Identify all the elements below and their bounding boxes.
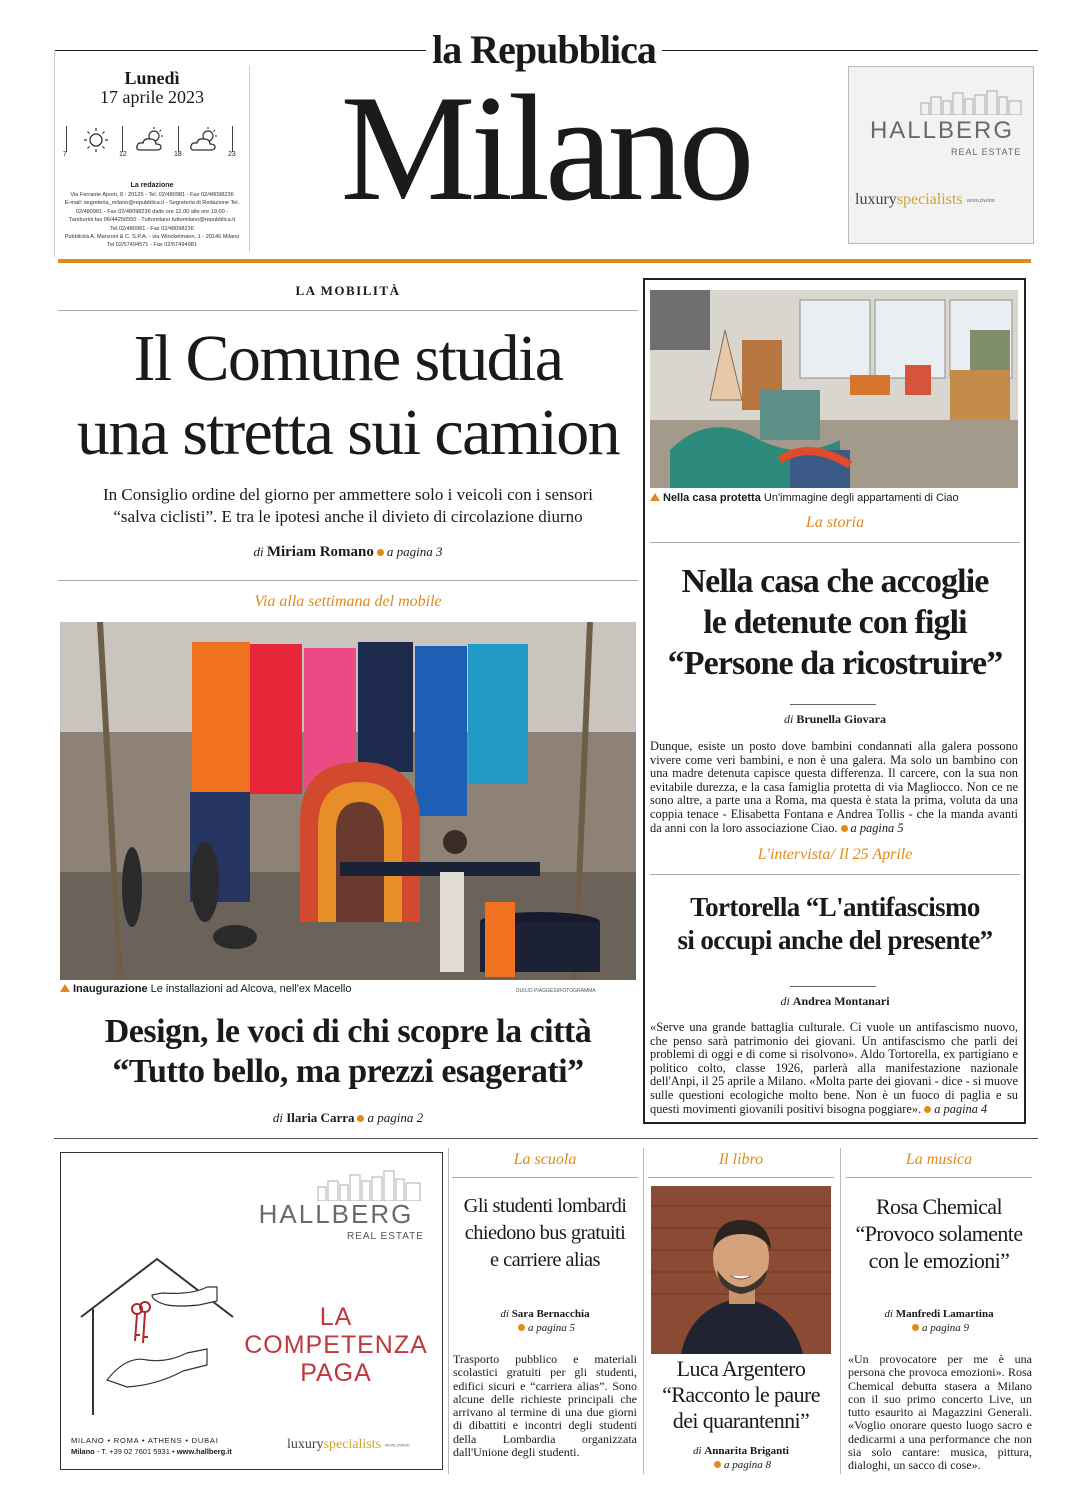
city-skyline-icon [316, 1169, 426, 1201]
author-link[interactable]: Manfredi Lamartina [895, 1308, 994, 1320]
redazione-title: La redazione [130, 182, 174, 189]
redazione-info: Via Ferrante Aporti, 8 - 20125 - Tel. 02/480981 - Fax 02/48098236 E-mail: segreteria_milano@repubblica.it - Segreteria di Redazione Tel. 02/480981 - Fax 02/48098236 dalle ore 12.00 alle ore 19.00 - Tamburini fax 06/44256550 - Tuttomilano tuttomilano@repubblica.it Tel.02/480981 - Fax 02/48098236 Pubblicità A. Manzoni & C. S.P.A. - via Winckelmann, 1 - 20146 Milano Tel 02/57494571 - Fax 02/57494981 [64, 192, 240, 249]
house-keys-icon [67, 1245, 247, 1425]
libro-kicker: Il libro [718, 1151, 764, 1168]
bullet-dot [912, 1324, 919, 1331]
scuola-byline: di Sara Bernacchia a pagina 5 [500, 1308, 590, 1334]
brand-logo: la Repubblica [432, 27, 656, 72]
intervista-kicker: L'intervista/ Il 25 Aprile [757, 846, 913, 863]
storia-photo-caption: Nella casa protetta Un'immagine degli appartamenti di Ciao [650, 492, 1020, 504]
page-reference[interactable]: a pagina 3 [386, 544, 443, 559]
weather-time: 18 [174, 151, 182, 158]
hallberg-subtitle: REAL ESTATE [347, 1231, 424, 1242]
bullet-dot [841, 825, 848, 832]
storia-body: Dunque, esiste un posto dove bambini condannati alla galera possono vivere come veri bambini, e non è una galera. Ma solo un bambino con una madre detenuta capisce questa differenza. Il carcere, con la sua non evitabile durezza, e la casa famiglia protetta di via Magliocco. Non ce ne sono altre, a parte una a Roma, ma questa è stata la prima, voluta da una coppia tenace - Elisabetta Fontana e Andrea Tollis - che la manda avanti da anni con la loro associazione Ciao. a pagina 5 [650, 739, 1018, 835]
musica-kicker: La musica [905, 1151, 973, 1168]
design-kicker: Via alla settimana del mobile [254, 593, 442, 610]
section-label: LA MOBILITÀ [295, 283, 401, 298]
intervista-body: «Serve una grande battaglia culturale. Ci vuole un antifascismo nuovo, che penso sarà patrimonio dei giovani. Un antifascismo che parli dei problemi di oggi e di come si risolvono». Aldo Tortorella, ex partigiano e politico colto, classe 1926, parlerà alla manifestazione nazionale dell'Anpi, il 25 aprile a Milano. «Molta parte dei giovani - dice - si muove sulle questioni ecologiche molto bene. Non è un fuoco di paglia e su questi movimenti giovanili positivi bisogna poggiare». a pagina 4 [650, 1020, 1018, 1116]
alcova-installation-photo [60, 622, 636, 980]
page-reference[interactable]: a pagina 9 [921, 1322, 970, 1334]
bullet-dot [518, 1324, 525, 1331]
lead-headline: Il Comune studia una stretta sui camion [76, 322, 620, 469]
musica-byline: di Manfredi Lamartina a pagina 9 [884, 1308, 994, 1334]
page-reference[interactable]: a pagina 2 [367, 1110, 424, 1125]
page-title: Milano [340, 64, 750, 232]
cloud-sun-icon [188, 126, 222, 154]
casa-protetta-photo [650, 290, 1018, 488]
scuola-headline: Gli studenti lombardi chiedono bus gratuiti e carriere alias [463, 1195, 627, 1271]
bullet-dot [924, 1106, 931, 1113]
author-link[interactable]: Ilaria Carra [286, 1110, 355, 1125]
cloud-sun-icon [134, 126, 168, 154]
musica-headline: Rosa Chemical “Provoco solamente con le emozioni” [855, 1194, 1023, 1273]
intervista-byline: di Andrea Montanari [780, 994, 890, 1008]
libro-byline: di Annarita Briganti a pagina 8 [693, 1445, 789, 1471]
luxury-specialists-logo: luxuryspecialists WORLDWIDE [287, 1437, 410, 1452]
storia-byline: di Brunella Giovara [783, 712, 886, 726]
lead-summary: In Consiglio ordine del giorno per ammettere solo i veicoli con i sensori “salva ciclisti”. E tra le ipotesi anche il divieto di circolazione diurno [102, 485, 594, 526]
hallberg-subtitle: REAL ESTATE [951, 147, 1022, 157]
storia-headline: Nella casa che accoglie le detenute con figli “Persone da ricostruire” [667, 563, 1003, 682]
author-link[interactable]: Sara Bernacchia [511, 1308, 590, 1320]
bullet-dot [377, 549, 384, 556]
page-reference[interactable]: a pagina 5 [527, 1322, 576, 1334]
masthead-divider [58, 259, 1031, 263]
scuola-kicker: La scuola [513, 1151, 577, 1168]
bullet-dot [714, 1461, 721, 1468]
design-photo-caption: Inaugurazione Le installazioni ad Alcova, nell'ex Macello [60, 983, 500, 995]
page-reference[interactable]: a pagina 5 [850, 820, 904, 835]
hallberg-ad-top[interactable] [848, 66, 1034, 244]
page-reference[interactable]: a pagina 8 [723, 1459, 772, 1471]
design-headline: Design, le voci di chi scopre la città “Tutto bello, ma prezzi esagerati” [104, 1013, 592, 1090]
author-link[interactable]: Annarita Briganti [704, 1445, 789, 1457]
ad-contact[interactable]: Milano - T. +39 02 7601 5931 • www.hallberg.it [71, 1447, 232, 1456]
page-reference[interactable]: a pagina 4 [934, 1101, 988, 1116]
luca-argentero-photo [651, 1186, 831, 1354]
triangle-icon [60, 984, 70, 992]
author-link[interactable]: Andrea Montanari [792, 994, 890, 1008]
masthead-date: 17 aprile 2023 [100, 87, 204, 107]
storia-kicker: La storia [805, 514, 865, 531]
scuola-body: Trasporto pubblico e materiali scolastici gratuiti per gli studenti, edifici sicuri e “carriera alias”. Sono alcune delle richieste principali che arrivano al termine di una due giorni di dibattiti e incontri degli studenti della Lombardia organizzata dall'Unione degli studenti. [453, 1352, 637, 1460]
intervista-headline: Tortorella “L'antifascismo si occupi anche del presente” [677, 892, 993, 955]
photo-credit: DUILIO PIAGGESI/FOTOGRAMMA [516, 988, 596, 994]
weather-time: 23 [228, 151, 236, 158]
libro-headline: Luca Argentero “Racconto le paure dei quarantenni” [662, 1356, 820, 1433]
weather-time: 7 [63, 151, 67, 158]
sun-icon [80, 126, 112, 154]
weather-time: 12 [119, 151, 127, 158]
musica-body: «Un provocatore per me è una persona che provoca emozioni». Rosa Chemical debutta stasera a Milano con il suo primo concerto Live, un tutto esaurito ai Magazzini Generali. «Voglio onorare questo luogo sacro e dedicarmi a una performance che non sia solo cantare: musica, pittura, dialoghi, un sacco di cose». [848, 1352, 1032, 1473]
masthead-day: Lunedì [124, 68, 180, 88]
hallberg-ad-bottom[interactable] [60, 1152, 443, 1470]
lead-byline: di Miriam Romano a pagina 3 [253, 544, 443, 560]
ad-slogan: LA COMPETENZA PAGA [244, 1303, 428, 1387]
hallberg-logo: HALLBERG [258, 1199, 414, 1229]
city-skyline-icon [919, 87, 1027, 115]
weather-strip [62, 124, 244, 162]
hallberg-logo: HALLBERG [869, 117, 1015, 144]
author-link[interactable]: Brunella Giovara [796, 712, 886, 726]
author-link[interactable]: Miriam Romano [266, 544, 374, 560]
bullet-dot [357, 1115, 364, 1122]
design-byline: di Ilaria Carra a pagina 2 [272, 1110, 424, 1125]
ad-cities: MILANO • ROMA • ATHENS • DUBAI [71, 1436, 219, 1445]
triangle-icon [650, 493, 660, 501]
luxury-specialists-logo: luxuryspecialists WORLDWIDE [855, 191, 996, 208]
